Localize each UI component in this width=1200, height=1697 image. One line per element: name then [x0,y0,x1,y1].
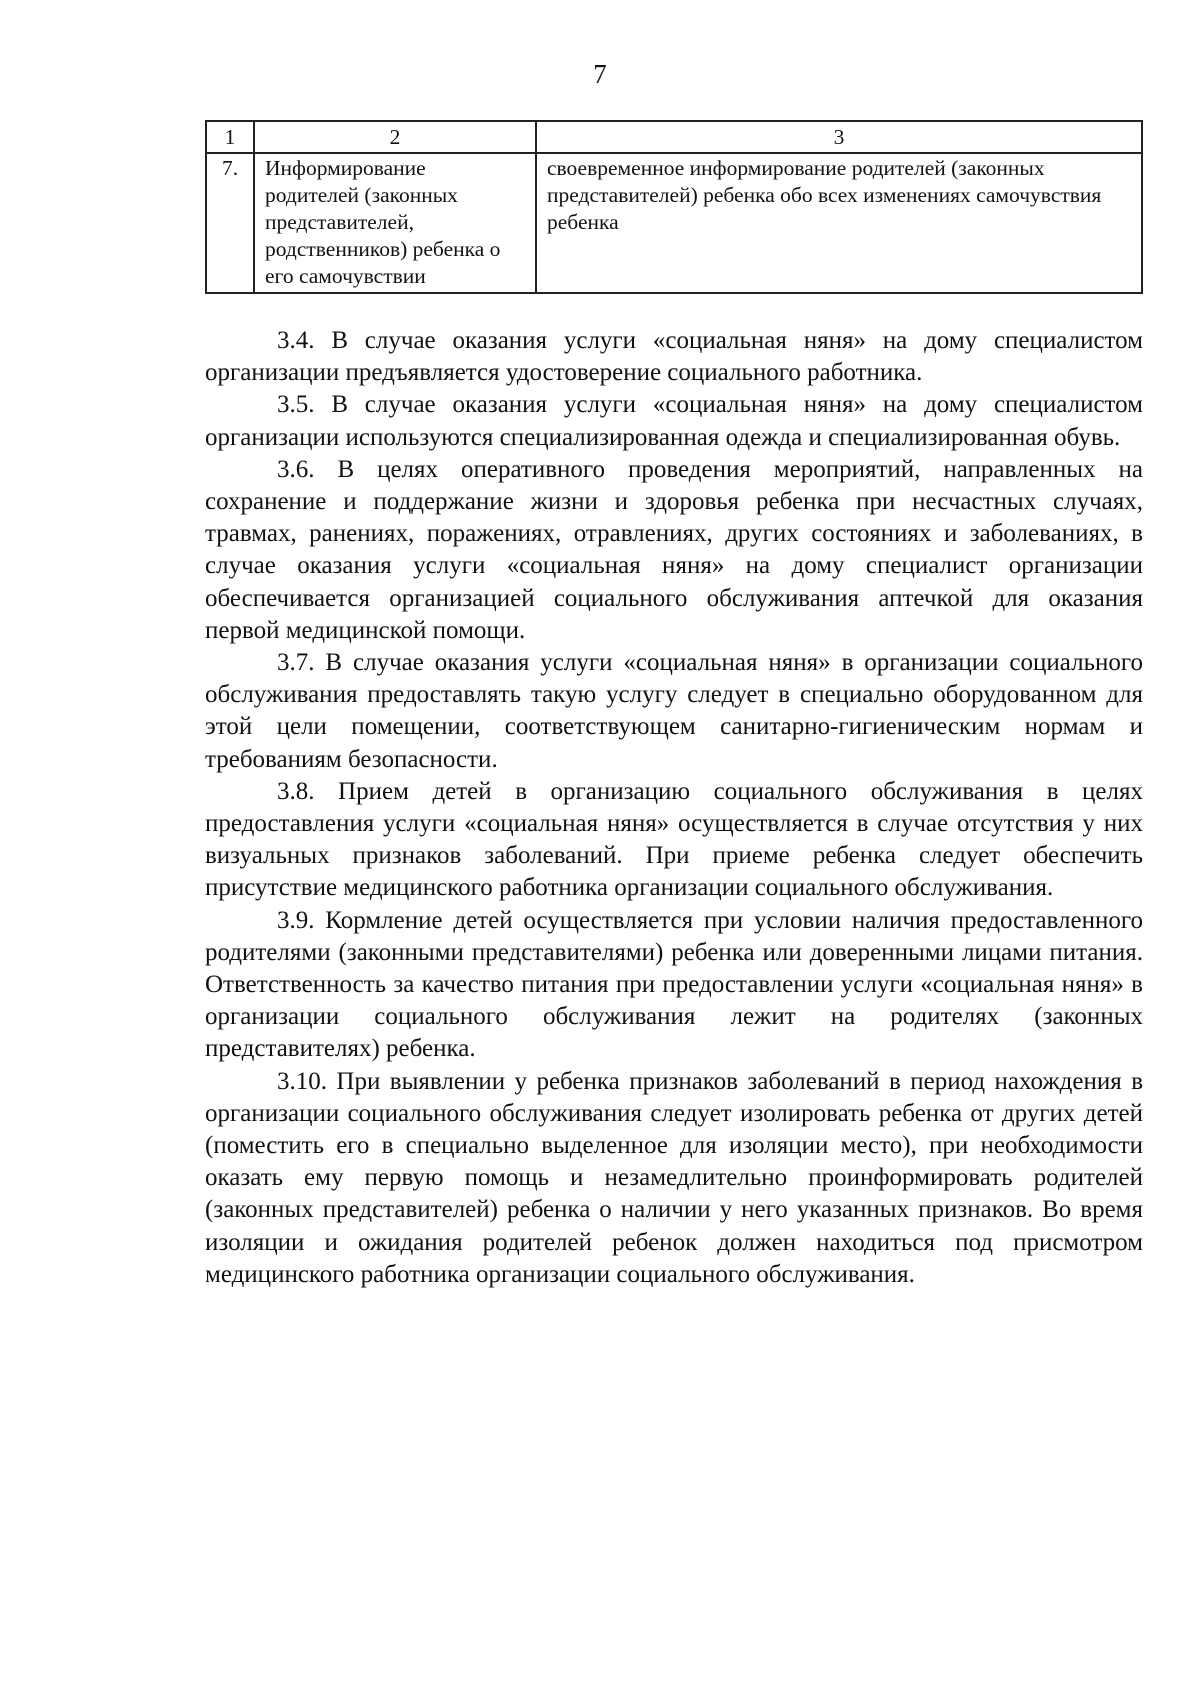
paragraph-3-7: 3.7. В случае оказания услуги «социальная няня» в организации социального обслуживания предоставлять такую услугу следует в специально оборудованном для этой цели помещении, соответствующем санитарно-гигиеническим нормам и требованиям безопасности. [205,649,1143,773]
row-number: 7. [206,153,254,293]
paragraph-3-6: 3.6. В целях оперативного проведения мероприятий, направленных на сохранение и поддержание жизни и здоровья ребенка при несчастных случаях, травмах, ранениях, поражениях, отравлениях, других состояниях и заболеваниях, в случае оказания услуги «социальная няня» на дому специалист организации обеспечивается организацией социального обслуживания аптечкой для оказания первой медицинской помощи. [205,455,1143,644]
service-description: своевременное информирование родителей (законных представителей) ребенка обо всех изменениях самочувствия ребенка [536,153,1142,293]
table-header-cell: 1 [206,121,254,153]
document-body [205,325,1143,1291]
page-number: 7 [593,59,607,89]
paragraph-3-10: 3.10. При выявлении у ребенка признаков заболеваний в период нахождения в организации социального обслуживания следует изолировать ребенка от других детей (поместить его в специально выделенное для изоляции место), при необходимости оказать ему первую помощь и незамедлительно проинформировать родителей (законных представителей) ребенка о наличии у него указанных признаков. Во время изоляции и ожидания родителей ребенок должен находиться под присмотром медицинского работника организации социального обслуживания. [205,1067,1143,1288]
paragraph-3-5: 3.5. В случае оказания услуги «социальная няня» на дому специалистом организации используются специализированная одежда и специализированная обувь. [205,391,1143,451]
table-row [206,153,1142,293]
table-header-cell: 3 [536,121,1142,153]
services-table [205,120,1143,294]
paragraph-3-4: 3.4. В случае оказания услуги «социальная няня» на дому специалистом организации предъявляется удостоверение социального работника. [205,327,1143,387]
service-name: Информирование родителей (законных представителей, родственников) ребенка о его самочувствии [254,153,536,293]
paragraph-3-8: 3.8. Прием детей в организацию социального обслуживания в целях предоставления услуги «социальная няня» осуществляется в случае отсутствия у них визуальных признаков заболеваний. При приеме ребенка следует обеспечить присутствие медицинского работника организации социального обслуживания. [205,777,1143,902]
table-header-cell: 2 [254,121,536,153]
paragraph-3-9: 3.9. Кормление детей осуществляется при условии наличия предоставленного родителями (законными представителями) ребенка или доверенными лицами питания. Ответственность за качество питания при предоставлении услуги «социальная няня» в организации социального обслуживания лежит на родителях (законных представителях) ребенка. [205,906,1143,1063]
table-header-row [206,121,1142,153]
